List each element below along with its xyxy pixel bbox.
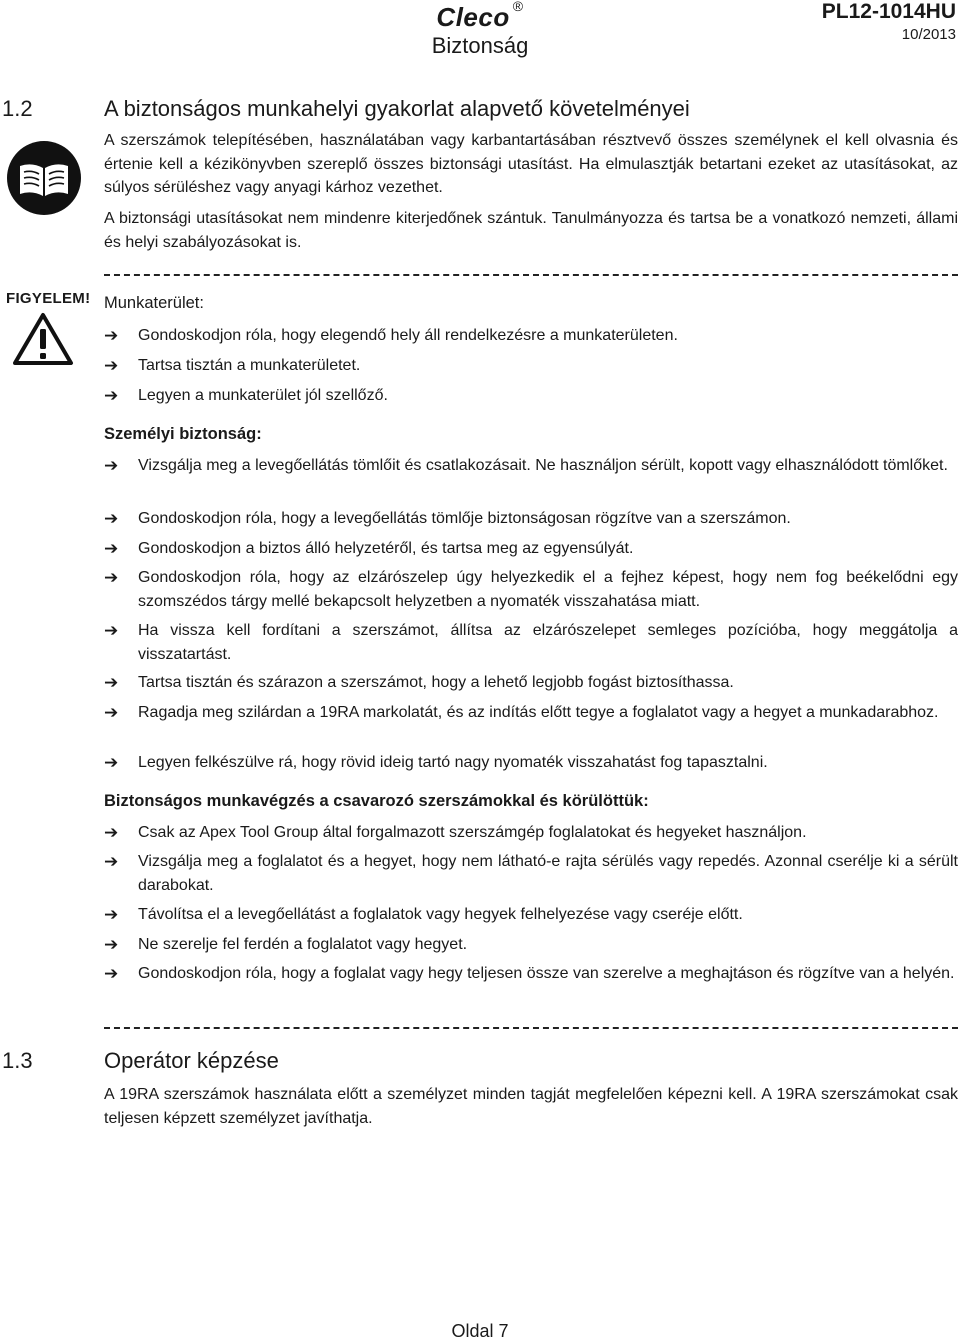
document-number: PL12-1014HU (821, 0, 956, 23)
list-item: ➔ Gondoskodjon róla, hogy a foglalat vagy hegy teljesen össze van szerelve a meghajtáson és rögzítve van a helyén. (104, 962, 958, 986)
arrow-right-icon: ➔ (104, 326, 119, 345)
arrow-right-icon: ➔ (104, 356, 119, 375)
list-item: ➔ Gondoskodjon róla, hogy elegendő hely áll rendelkezésre a munkaterületen. (104, 324, 958, 348)
arrow-right-icon: ➔ (104, 386, 119, 405)
scope-paragraph: A biztonsági utasításokat nem mindenre kiterjedőnek szántuk. Tanulmányozza és tartsa be a vonatkozó nemzeti, állami és helyi szabályozásokat is. (104, 210, 958, 251)
arrow-right-icon: ➔ (104, 456, 119, 475)
arrow-right-icon: ➔ (104, 509, 119, 528)
training-paragraph: A 19RA szerszámok használata előtt a személyzet minden tagját megfelelően képezni kell. A 19RA szerszámokat csak teljesen képzett személyzet javíthatja. (104, 1086, 958, 1127)
arrow-right-icon: ➔ (104, 964, 119, 983)
list-item: ➔ Legyen a munkaterület jól szellőző. (104, 384, 958, 408)
arrow-right-icon: ➔ (104, 935, 119, 954)
section-number-1-2: 1.2 (2, 96, 33, 121)
arrow-right-icon: ➔ (104, 568, 119, 587)
list-item: ➔ Ne szerelje fel ferdén a foglalatot vagy hegyet. (104, 933, 958, 957)
tools-safety-heading: Biztonságos munkavégzés a csavarozó szerszámokkal és körülöttük: (104, 792, 649, 810)
arrow-right-icon: ➔ (104, 753, 119, 772)
list-item: ➔ Legyen felkészülve rá, hogy rövid ideig tartó nagy nyomaték visszahatást fog tapasztalni. (104, 751, 958, 775)
section-title-1-2: A biztonságos munkahelyi gyakorlat alapvető követelményei (104, 96, 690, 121)
list-item: ➔ Csak az Apex Tool Group által forgalmazott szerszámgép foglalatokat és hegyeket használjon. (104, 821, 958, 845)
registered-mark: ® (512, 0, 524, 14)
read-manual-icon (6, 140, 82, 216)
document-date: 10/2013 (901, 26, 956, 43)
warning-label: FIGYELEM! (6, 290, 91, 307)
arrow-right-icon: ➔ (104, 703, 119, 722)
warning-triangle-icon (12, 312, 74, 366)
intro-paragraph: A szerszámok telepítésében, használatában vagy karbantartásában résztvevő összes személynek el kell olvasnia és értenie kell a kézikönyvben szereplő összes biztonsági utasítást. Ha elmulasztják betartani ezeket az utasításokat, az súlyos sérüléshez vagy anyagi kárhoz vezethet. (104, 132, 958, 196)
section-title-1-3: Operátor képzése (104, 1048, 279, 1073)
list-item: ➔ Vizsgálja meg a levegőellátás tömlőit és csatlakozásait. Ne használjon sérült, kopott vagy elhasználódott tömlőket. (104, 454, 958, 478)
list-item: ➔ Vizsgálja meg a foglalatot és a hegyet, hogy nem látható-e rajta sérülés vagy repedés. Azonnal cserélje ki a sérült darabokat. (104, 852, 958, 894)
brand-logo (0, 2, 960, 33)
list-item: ➔ Tartsa tisztán és szárazon a szerszámot, hogy a lehető legjobb fogást biztosíthassa. (104, 671, 958, 695)
section-number-1-3: 1.3 (2, 1048, 33, 1073)
workarea-heading: Munkaterület: (104, 294, 204, 312)
list-item: ➔ Gondoskodjon róla, hogy az elzárószelep úgy helyezkedik el a fejhez képest, hogy nem fog beékelődni egy szomszédos tárgy mellé bekapcsolt helyzetben a nyomaték visszahatása miatt. (104, 568, 958, 610)
dashed-divider (104, 274, 958, 276)
arrow-right-icon: ➔ (104, 823, 119, 842)
arrow-right-icon: ➔ (104, 539, 119, 558)
arrow-right-icon: ➔ (104, 905, 119, 924)
page-number: Oldal 7 (451, 1321, 509, 1341)
section-header: Biztonság (431, 33, 529, 58)
list-item: ➔ Ha vissza kell fordítani a szerszámot, állítsa az elzárószelepet semleges pozícióba, hogy meggátolja a visszatartást. (104, 621, 958, 663)
list-item: ➔ Gondoskodjon a biztos álló helyzetéről, és tartsa meg az egyensúlyát. (104, 537, 958, 561)
list-item: ➔ Távolítsa el a levegőellátást a foglalatok vagy hegyek felhelyezése vagy cseréje előtt. (104, 903, 958, 927)
personal-safety-heading: Személyi biztonság: (104, 425, 262, 443)
list-item: ➔ Tartsa tisztán a munkaterületet. (104, 354, 958, 378)
list-item: ➔ Gondoskodjon róla, hogy a levegőellátás tömlője biztonságosan rögzítve van a szerszámon. (104, 507, 958, 531)
arrow-right-icon: ➔ (104, 621, 119, 640)
arrow-right-icon: ➔ (104, 852, 119, 871)
arrow-right-icon: ➔ (104, 673, 119, 692)
brand-name: Cleco (436, 2, 510, 32)
list-item: ➔ Ragadja meg szilárdan a 19RA markolatát, és az indítás előtt tegye a foglalatot vagy a hegyet a munkadarabhoz. (104, 701, 958, 725)
dashed-divider (104, 1027, 958, 1029)
